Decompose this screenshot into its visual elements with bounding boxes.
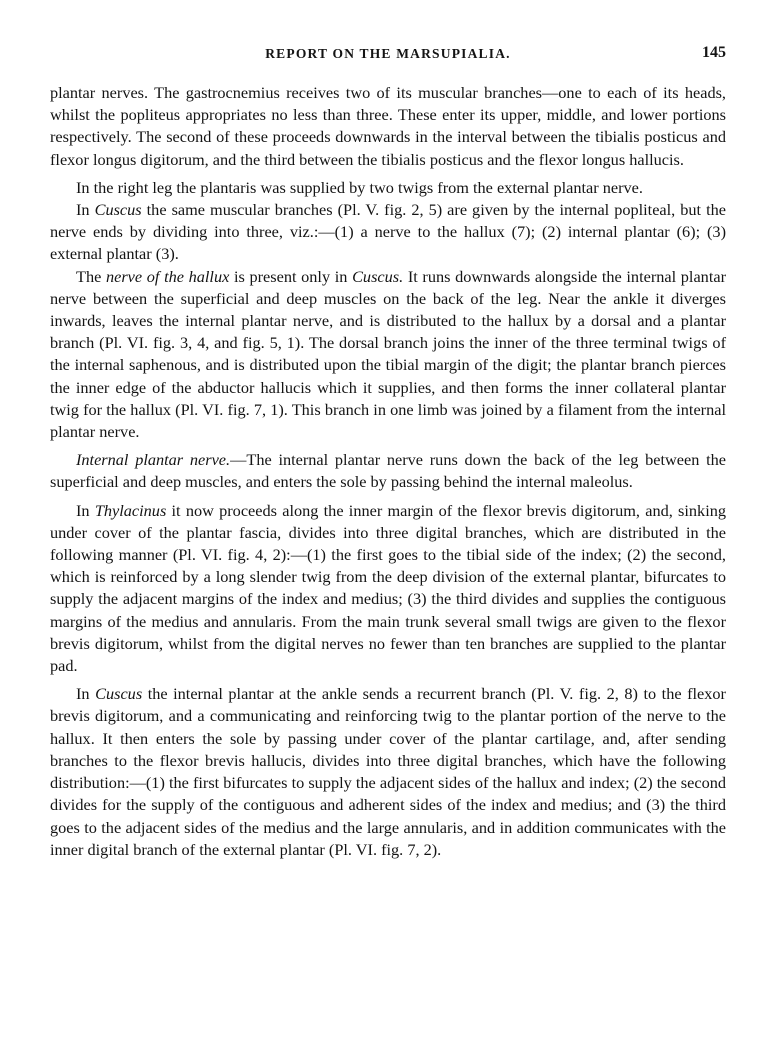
paragraph-text: —The internal plantar nerve runs down the back of the leg between the superficial and deep muscles, and enters the sole by passing behind the internal maleolus. <box>50 450 726 492</box>
genus-name: Cuscus <box>94 200 142 220</box>
paragraph-1 <box>50 82 726 171</box>
paragraph-text: is present only in <box>229 266 353 286</box>
page-number: 145 <box>702 44 726 61</box>
document-page <box>50 40 726 861</box>
paragraph-text: plantar nerves. The gastrocnemius receives two of its muscular branches—one to each of its heads, whilst the popliteus appropriates no less than three. These enter its upper, middle, and lower portions respectively. The second of these proceeds downwards in the interval between the tibialis posticus and flexor longus digitorum, and the third between the tibialis posticus and the flexor longus hallucis. <box>50 83 726 169</box>
section-heading: Internal plantar nerve. <box>76 450 231 470</box>
body-text <box>50 82 726 861</box>
paragraph-7 <box>50 683 726 861</box>
section-term: nerve of the hallux <box>105 266 230 286</box>
paragraph-text: It runs downwards alongside the internal plantar nerve between the superficial and deep muscles on the back of the leg. Near the ankle it diverges inwards, leaves the internal plantar nerve, and is distributed to the hallux by a dorsal and a plantar branch (Pl. VI. fig. 3, 4, and fig. 5, 1). The dorsal branch joins the inner of the three terminal twigs of the internal saphenous, and is distributed upon the tibial margin of the digit; the plantar branch pierces the inner edge of the abductor hallucis which it supplies, and then forms the inner collateral plantar twig for the hallux (Pl. VI. fig. 7, 1). This branch in one limb was joined by a filament from the internal plantar nerve. <box>50 266 726 442</box>
paragraph-2 <box>50 177 726 199</box>
paragraph-text: the internal plantar at the ankle sends a recurrent branch (Pl. V. fig. 2, 8) to the flexor brevis digitorum, and a communicating and reinforcing twig to the plantar portion of the nerve to the hallux. It then enters the sole by passing under cover of the plantar cartilage, and, after sending branches to the flexor brevis hallucis, divides into three digital branches, which have the following distribution:—(1) the first bifurcates to supply the adjacent sides of the hallux and index; (2) the second divides for the supply of the contiguous and adherent sides of the index and medius; and (3) the third goes to the adjacent sides of the medius and the large annularis, and in addition communicates with the inner digital branch of the external plantar (Pl. VI. fig. 7, 2). <box>50 684 726 859</box>
paragraph-6 <box>50 500 726 678</box>
paragraph-lead: In <box>76 200 95 220</box>
paragraph-3 <box>50 199 726 266</box>
paragraph-text: In the right leg the plantaris was supplied by two twigs from the external plantar nerve. <box>76 177 643 197</box>
paragraph-lead: The <box>76 266 106 286</box>
genus-name: Cuscus. <box>352 266 404 286</box>
genus-name: Thylacinus <box>94 500 167 520</box>
running-head: REPORT ON THE MARSUPIALIA. <box>265 46 511 61</box>
paragraph-4 <box>50 266 726 444</box>
paragraph-5 <box>50 449 726 493</box>
paragraph-text: the same muscular branches (Pl. V. fig. 2, 5) are given by the internal popliteal, but the nerve ends by dividing into three, viz.:—(1) a nerve to the hallux (7); (2) internal plantar (6); (3) external plantar (3). <box>50 200 726 264</box>
paragraph-text: it now proceeds along the inner margin of the flexor brevis digitorum, and, sinking under cover of the plantar fascia, divides into three digital branches, which are distributed in the following manner (Pl. VI. fig. 4, 2):—(1) the first goes to the tibial side of the index; (2) the second, which is reinforced by a long slender twig from the deep division of the external plantar, bifurcates to supply the adjacent margins of the index and medius; (3) the third divides and supplies the contiguous margins of the medius and annularis. From the main trunk several small twigs are given to the flexor brevis digitorum, whilst from the digital nerves no fewer than ten branches are supplied to the plantar pad. <box>50 500 726 676</box>
genus-name: Cuscus <box>95 684 143 704</box>
paragraph-lead: In <box>76 500 95 520</box>
paragraph-lead: In <box>76 684 96 704</box>
page-header <box>50 40 726 64</box>
